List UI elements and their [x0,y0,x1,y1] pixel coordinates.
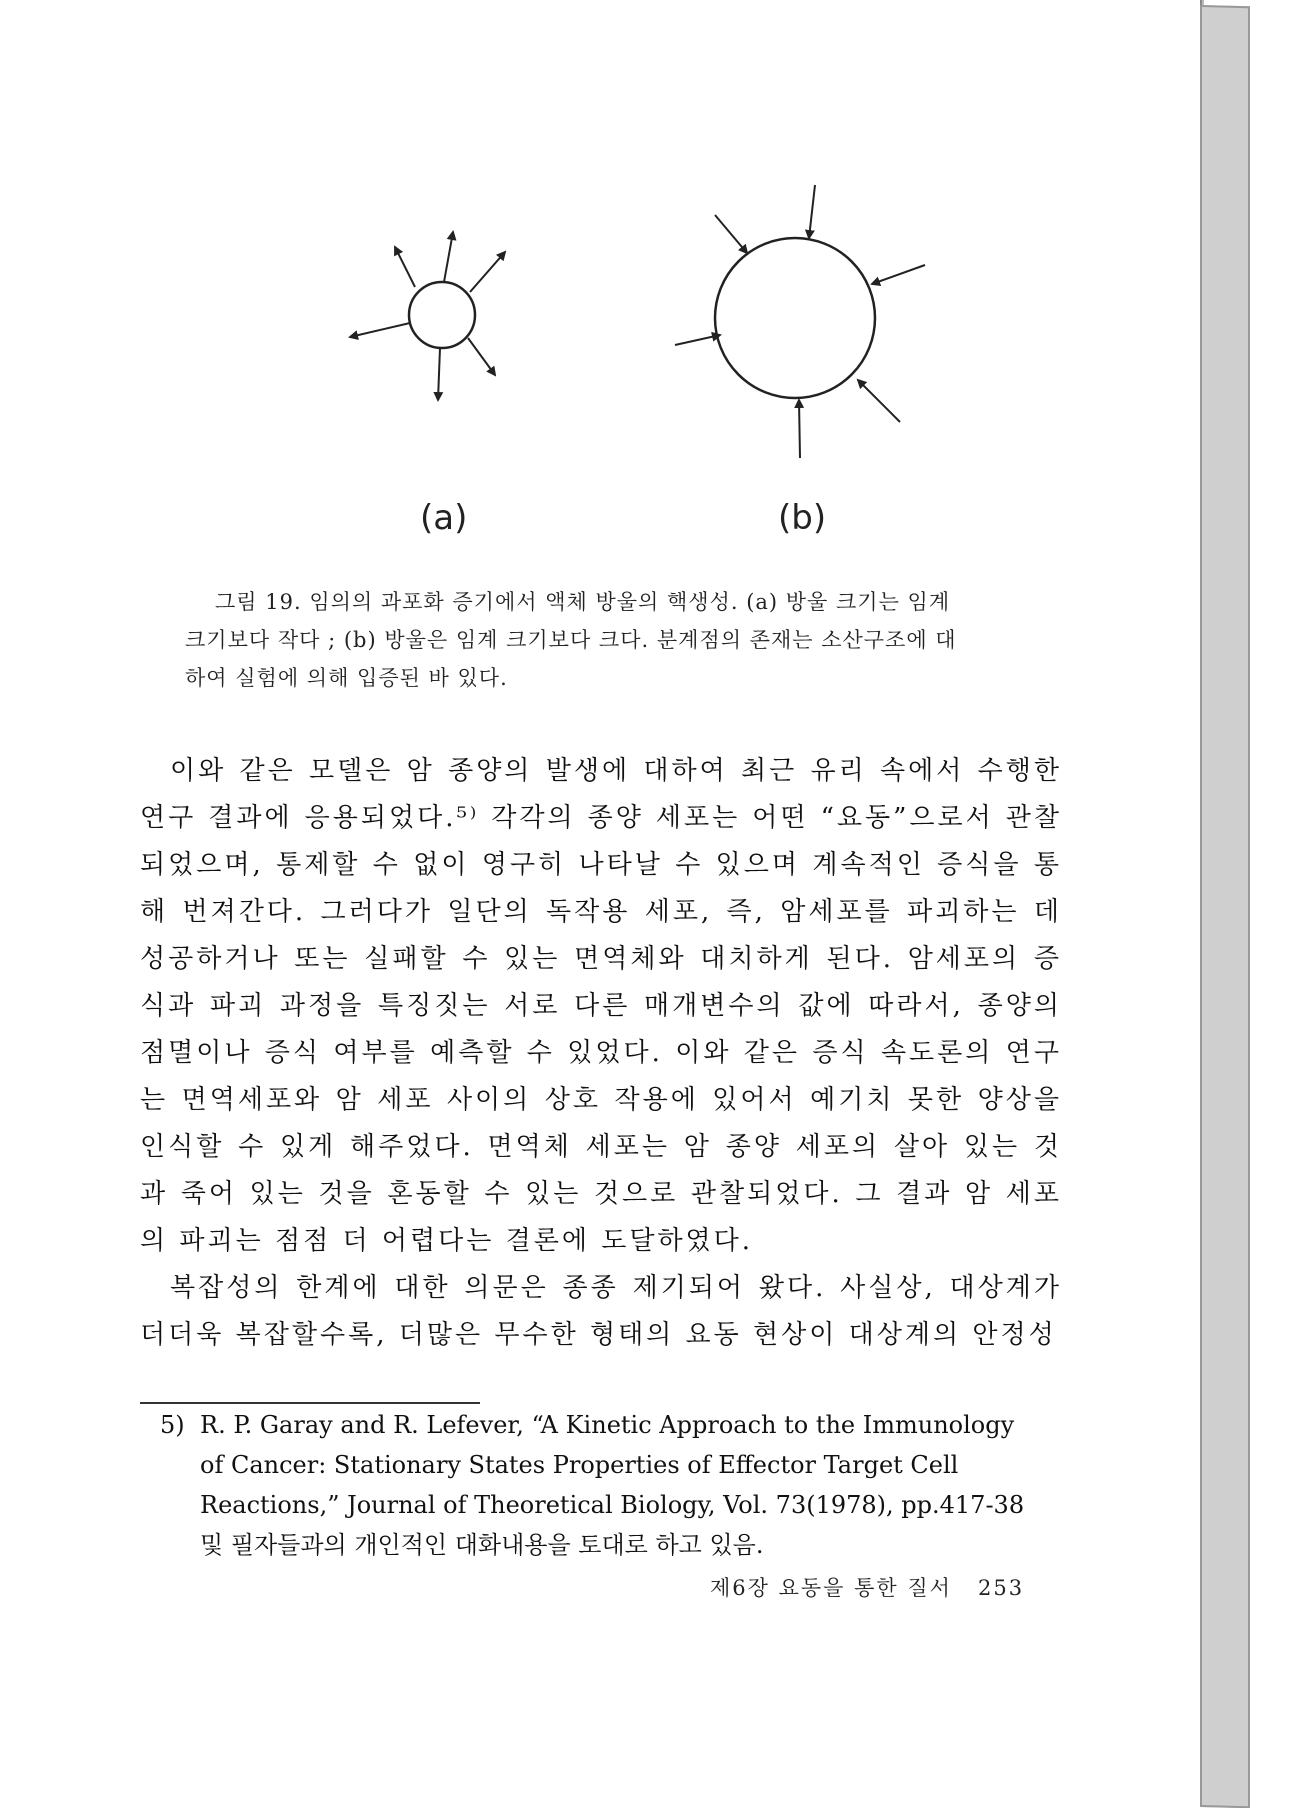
footnote-line-2: of Cancer: Stationary States Properties of Effector Target Cell [200,1451,959,1479]
body-text [140,748,1062,1359]
paragraph-1: 이와 같은 모델은 암 종양의 발생에 대하여 최근 유리 속에서 수행한 연구 결과에 응용되었다.⁵⁾ 각각의 종양 세포는 어떤 “요동”으로서 관찰되었으며, 통제할 수 없이 영구히 나타날 수 있으며 계속적인 증식을 통해 번져간다. 그러다가 일단의 독작용 세포, 즉, 암세포를 파괴하는 데 성공하거나 또는 실패할 수 있는 면역체와 대치하게 된다. 암세포의 증식과 파괴 과정을 특징짓는 서로 다른 매개변수의 값에 따라서, 종양의 점멸이나 증식 여부를 예측할 수 있었다. 이와 같은 증식 속도론의 연구는 면역세포와 암 세포 사이의 상호 작용에 있어서 예기치 못한 양상을 인식할 수 있게 해주었다. 면역체 세포는 암 종양 세포의 살아 있는 것과 죽어 있는 것을 혼동할 수 있는 것으로 관찰되었다. 그 결과 암 세포의 파괴는 점점 더 어렵다는 결론에 도달하였다. [140,756,1062,1256]
chapter-title: 제6장 요동을 통한 질서 [710,1576,952,1600]
footnote-divider [140,1402,480,1404]
footnote-line-4: 및 필자들과의 개인적인 대화내용을 토대로 하고 있음. [200,1531,764,1559]
figure-caption [185,583,1057,697]
caption-line-3: 하여 실험에 의해 입증된 바 있다. [185,666,508,690]
footnote [160,1405,1065,1565]
figure-label-a: (a) [420,498,468,538]
droplet-b [675,185,925,458]
footnote-line-3: Reactions,” Journal of Theoretical Biology, Vol. 73(1978), pp.417-38 [200,1491,1025,1519]
nucleation-figure [250,160,1070,580]
page-footer [710,1572,1024,1602]
footnote-line-1: R. P. Garay and R. Lefever, “A Kinetic Approach to the Immunology [200,1411,1015,1439]
figure-label-b: (b) [778,498,827,538]
footnote-number: 5) [160,1411,185,1439]
paragraph-2: 복잡성의 한계에 대한 의문은 종종 제기되어 왔다. 사실상, 대상계가 더더욱 복잡할수록, 더많은 무수한 형태의 요동 현상이 대상계의 안정성 [140,1273,1062,1350]
caption-line-1: 그림 19. 임의의 과포화 증기에서 액체 방울의 핵생성. (a) 방울 크기는 임계 [215,590,951,614]
page-number: 253 [978,1576,1025,1600]
droplet-a [350,232,505,400]
caption-line-2: 크기보다 작다 ; (b) 방울은 임계 크기보다 크다. 분계점의 존재는 소산구조에 대 [185,628,957,652]
page-edge [1200,5,1250,1808]
